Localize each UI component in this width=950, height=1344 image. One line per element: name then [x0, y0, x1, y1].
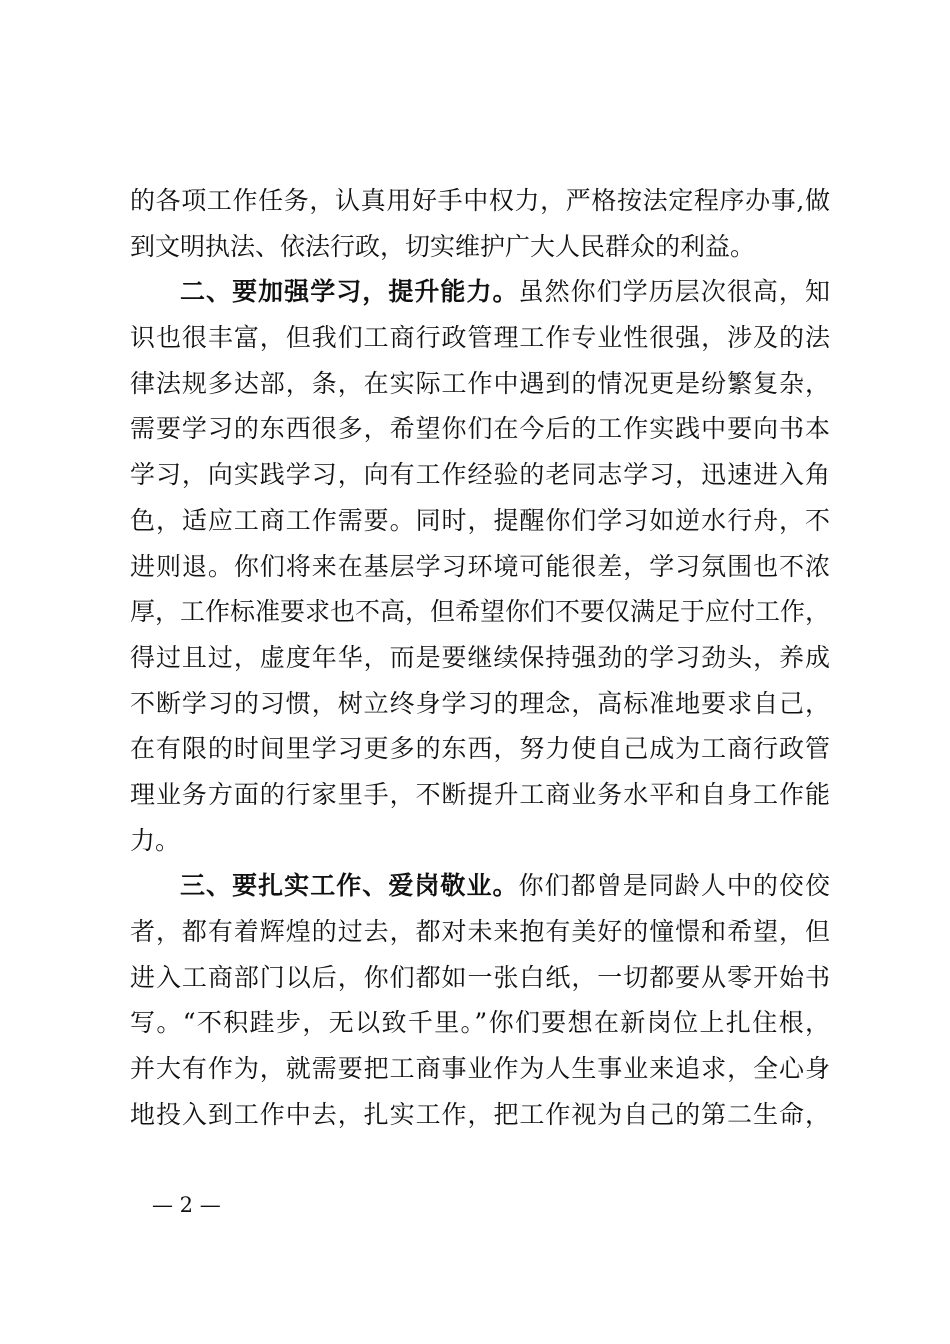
paragraph3-heading: 三、要扎实工作、爱岗敬业。 — [180, 871, 519, 901]
paragraph2-line-6: 色，适应工商工作需要。同时，提醒你们学习如逆水行舟，不 — [130, 505, 830, 535]
paragraph2-line-12: 理业务方面的行家里手，不断提升工商业务水平和自身工作能 — [130, 779, 830, 809]
paragraph2-line-2: 识也很丰富，但我们工商行政管理工作专业性很强，涉及的法 — [130, 323, 830, 353]
paragraph2-line-11: 在有限的时间里学习更多的东西，努力使自己成为工商行政管 — [130, 734, 830, 764]
paragraph2-line-9: 得过且过，虚度年华，而是要继续保持强劲的学习劲头，养成 — [130, 642, 830, 672]
paragraph2-line-3: 律法规多达部，条，在实际工作中遇到的情况更是纷繁复杂， — [130, 368, 830, 398]
paragraph1-line-1: 的各项工作任务，认真用好手中权力，严格按法定程序办事,做 — [130, 186, 830, 215]
paragraph3-line-2: 者，都有着辉煌的过去，都对未来抱有美好的憧憬和希望，但 — [130, 917, 830, 946]
paragraph2-heading: 二、要加强学习，提升能力。 — [180, 277, 519, 307]
paragraph2-line-5: 学习，向实践学习，向有工作经验的老同志学习，迅速进入角 — [130, 460, 830, 490]
paragraph1-line-2: 到文明执法、依法行政，切实维护广大人民群众的利益。 — [130, 231, 756, 261]
paragraph2-line-1-text: 虽然你们学历层次很高，知 — [518, 277, 830, 307]
paragraph2-line-10: 不断学习的习惯，树立终身学习的理念，高标准地要求自己， — [130, 688, 830, 718]
page-number: — 2 — — [152, 1193, 221, 1217]
paragraph3-line-5: 并大有作为，就需要把工商事业作为人生事业来追求，全心身 — [130, 1054, 830, 1084]
paragraph3-line-4: 写。“不积跬步，无以致千里。”你们要想在新岗位上扎住根， — [130, 1008, 830, 1038]
paragraph2-line-8: 厚，工作标准要求也不高，但希望你们不要仅满足于应付工作， — [130, 597, 831, 627]
paragraph3-line-6: 地投入到工作中去，扎实工作，把工作视为自己的第二生命， — [130, 1099, 830, 1129]
paragraph2-line-1 — [130, 269, 830, 315]
paragraph2-line-13: 力。 — [130, 825, 181, 855]
paragraph2-line-4: 需要学习的东西很多，希望你们在今后的工作实践中要向书本 — [130, 414, 830, 444]
paragraph3-line-3: 进入工商部门以后，你们都如一张白纸，一切都要从零开始书 — [130, 962, 830, 992]
body-text — [130, 178, 830, 1137]
paragraph3-line-1 — [130, 863, 830, 909]
paragraph3-line-1-text: 你们都曾是同龄人中的佼佼 — [518, 871, 830, 901]
paragraph2-line-7: 进则退。你们将来在基层学习环境可能很差，学习氛围也不浓 — [130, 551, 830, 581]
